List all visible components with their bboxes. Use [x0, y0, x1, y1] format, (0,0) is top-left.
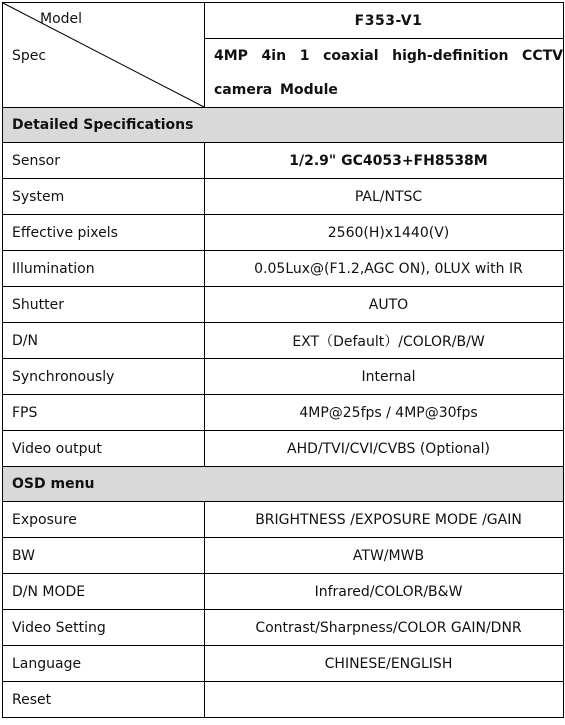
row-value: AUTO: [205, 287, 564, 323]
row-value: 4MP@25fps / 4MP@30fps: [205, 395, 564, 431]
row-value: 2560(H)x1440(V): [205, 215, 564, 251]
diagonal-header-cell: [3, 3, 205, 108]
row-label: Exposure: [3, 502, 205, 538]
row-label: D/N: [3, 323, 205, 359]
row-value: ATW/MWB: [205, 538, 564, 574]
row-value: Internal: [205, 359, 564, 395]
osd-row-language: [3, 646, 564, 682]
model-value: F353-V1: [205, 3, 564, 39]
row-label: Effective pixels: [3, 215, 205, 251]
row-label: Sensor: [3, 143, 205, 179]
osd-row-video-setting: [3, 610, 564, 646]
spec-label: Spec: [12, 48, 47, 64]
spec-row-sensor: [3, 143, 564, 179]
row-value: EXT（Default）/COLOR/B/W: [205, 323, 564, 359]
spec-row-video-output: [3, 431, 564, 467]
row-value: AHD/TVI/CVI/CVBS (Optional): [205, 431, 564, 467]
spec-table: [2, 2, 564, 718]
section-title: OSD menu: [3, 467, 564, 502]
spec-row-illumination: [3, 251, 564, 287]
row-value: PAL/NTSC: [205, 179, 564, 215]
row-value: [205, 682, 564, 718]
row-label: Video Setting: [3, 610, 205, 646]
osd-row-dn-mode: [3, 574, 564, 610]
spec-row-shutter: [3, 287, 564, 323]
spec-row-system: [3, 179, 564, 215]
row-label: System: [3, 179, 205, 215]
row-label: Video output: [3, 431, 205, 467]
osd-row-bw: [3, 538, 564, 574]
row-label: Illumination: [3, 251, 205, 287]
model-label: Model: [40, 11, 83, 27]
row-value: 1/2.9" GC4053+FH8538M: [205, 143, 564, 179]
row-value: CHINESE/ENGLISH: [205, 646, 564, 682]
header-row-model: [3, 3, 564, 39]
row-label: Reset: [3, 682, 205, 718]
spec-row-effective-pixels: [3, 215, 564, 251]
row-value: BRIGHTNESS /EXPOSURE MODE /GAIN: [205, 502, 564, 538]
row-label: Shutter: [3, 287, 205, 323]
osd-row-reset: [3, 682, 564, 718]
section-osd-menu: [3, 467, 564, 502]
row-label: Language: [3, 646, 205, 682]
row-label: BW: [3, 538, 205, 574]
row-value: 0.05Lux@(F1.2,AGC ON), 0LUX with IR: [205, 251, 564, 287]
section-detailed-specifications: [3, 108, 564, 143]
row-value: Infrared/COLOR/B&W: [205, 574, 564, 610]
row-label: Synchronously: [3, 359, 205, 395]
spec-value: 4MP 4in 1 coaxial high-definition CCTV camera Module: [205, 39, 564, 108]
row-value: Contrast/Sharpness/COLOR GAIN/DNR: [205, 610, 564, 646]
spec-row-dn: [3, 323, 564, 359]
row-label: D/N MODE: [3, 574, 205, 610]
spec-row-fps: [3, 395, 564, 431]
section-title: Detailed Specifications: [3, 108, 564, 143]
osd-row-exposure: [3, 502, 564, 538]
row-label: FPS: [3, 395, 205, 431]
spec-row-synchronously: [3, 359, 564, 395]
